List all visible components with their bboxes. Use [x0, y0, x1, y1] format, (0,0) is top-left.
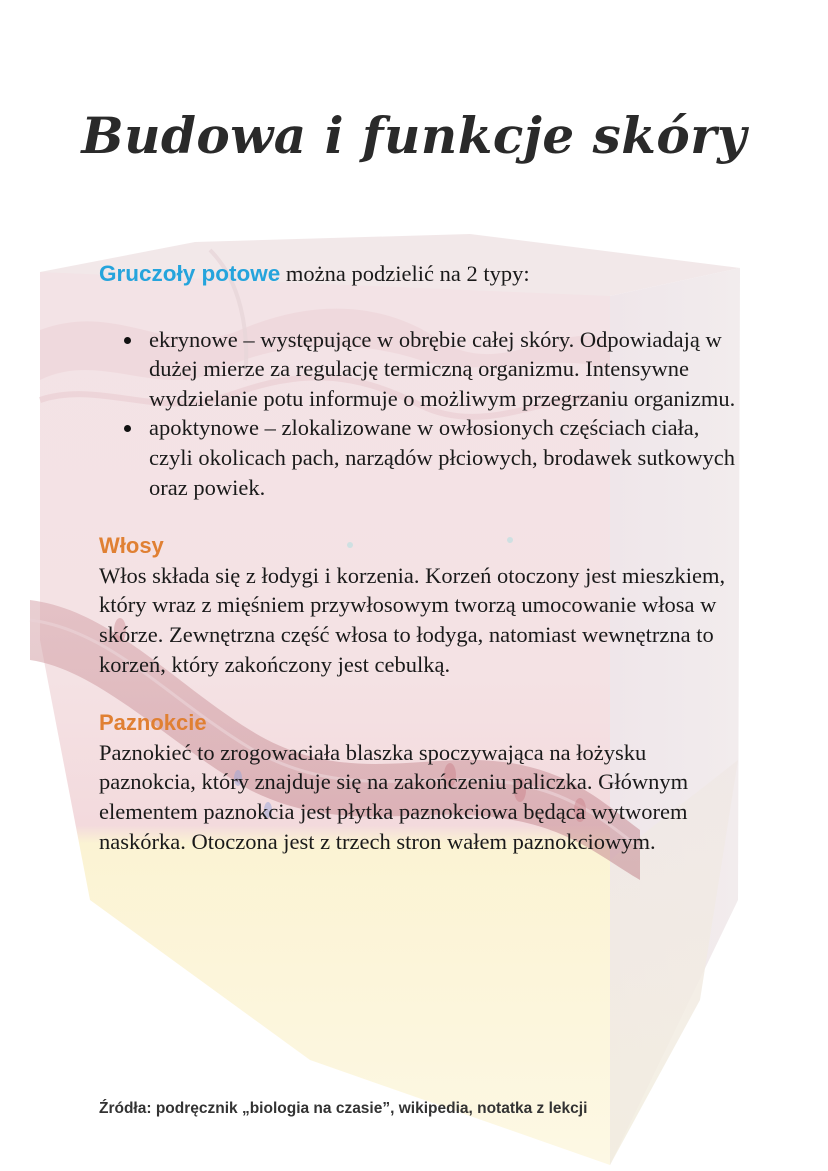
- gland-type-text: apoktynowe – zlokalizowane w owłosionych częściach ciała, czyli okolicach pach, narządów płciowych, brodawek sutkowych oraz powiek.: [149, 415, 736, 500]
- section-heading-hair: Włosy: [99, 533, 164, 559]
- gland-type-text: ekrynowe – występujące w obrębie całej skóry. Odpowiadają w dużej mierze za regulację termiczną organizmu. Intensywne wydzielanie potu informuje o możliwym przegrzaniu organizmu.: [149, 326, 736, 411]
- sources-footnote: Źródła: podręcznik „biologia na czasie”, wikipedia, notatka z lekcji: [99, 1100, 588, 1117]
- list-item: [149, 325, 739, 414]
- sweat-glands-intro: [99, 259, 739, 289]
- section-heading-nails: Paznokcie: [99, 710, 207, 736]
- section-body-hair: Włos składa się z łodygi i korzenia. Korzeń otoczony jest mieszkiem, który wraz z mięśniem przywłosowym tworzą umocowanie włosa w skórze. Zewnętrzna część włosa to łodyga, natomiast wewnętrzna to korzeń, który zakończony jest cebulką.: [99, 562, 726, 677]
- main-content: [99, 259, 739, 856]
- bullet-icon: [124, 425, 131, 432]
- section-body-nails: Paznokieć to zrogowaciała blaszka spoczywająca na łożysku paznokcia, który znajduje się na zakończeniu paliczka. Głównym elementem paznokcia jest płytka paznokciowa będąca wytworem naskórka. Otoczona jest z trzech stron wałem paznokciowym.: [99, 739, 689, 854]
- bullet-icon: [124, 337, 131, 344]
- page-title: Budowa i funkcje skóry: [81, 105, 747, 165]
- sweat-glands-highlight: Gruczoły potowe: [99, 261, 281, 286]
- sweat-glands-intro-text: można podzielić na 2 typy:: [280, 261, 530, 286]
- list-item: [149, 413, 739, 502]
- sweat-gland-types-list: [99, 325, 739, 503]
